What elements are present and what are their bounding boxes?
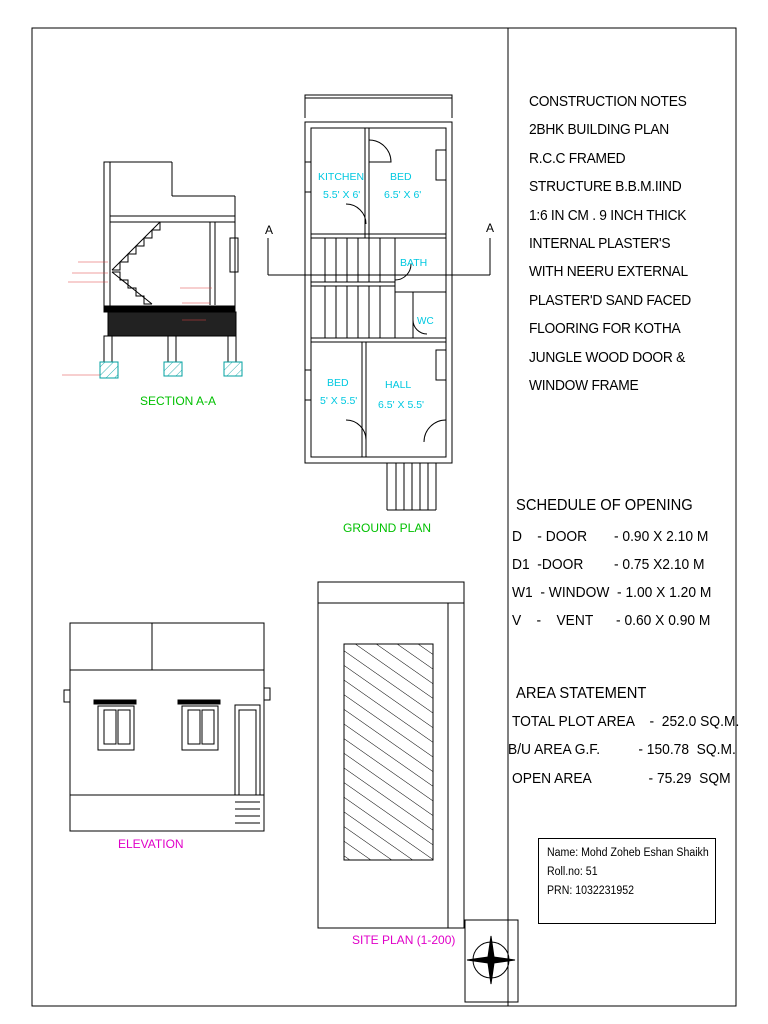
note-line: R.C.C FRAMED	[529, 150, 626, 167]
note-line: WITH NEERU EXTERNAL	[529, 263, 688, 280]
section-marker-left: A	[265, 223, 274, 237]
kitchen-size: 5.5' X 6'	[323, 189, 361, 201]
wc-label: WC	[417, 316, 434, 327]
note-line: FLOORING FOR KOTHA	[529, 320, 681, 337]
elevation-title: ELEVATION	[118, 837, 184, 851]
area-title: AREA STATEMENT	[516, 685, 647, 702]
kitchen-label: KITCHEN	[318, 171, 365, 183]
schedule-title: SCHEDULE OF OPENING	[516, 497, 693, 514]
bed-top-label: BED	[390, 171, 412, 183]
area-row: OPEN AREA - 75.29 SQM	[512, 770, 731, 787]
site-plan-title: SITE PLAN (1-200)	[352, 933, 456, 947]
note-line: PLASTER'D SAND FACED	[529, 292, 691, 309]
bath-label: BATH	[400, 257, 428, 269]
schedule-row: D - DOOR - 0.90 X 2.10 M	[512, 528, 709, 545]
note-line: CONSTRUCTION NOTES	[529, 93, 687, 110]
note-line: 1:6 IN CM . 9 INCH THICK	[529, 207, 687, 224]
note-line: 2BHK BUILDING PLAN	[529, 121, 669, 138]
elevation-drawing	[64, 623, 270, 831]
ground-plan-title: GROUND PLAN	[343, 521, 432, 535]
schedule-row: D1 -DOOR - 0.75 X2.10 M	[512, 556, 705, 573]
author-info-box	[538, 838, 716, 924]
hall-size: 6.5' X 5.5'	[378, 399, 425, 411]
author-roll: Roll.no: 51	[547, 866, 598, 878]
author-name: Name: Mohd Zoheb Eshan Shaikh	[547, 847, 709, 859]
area-row: B/U AREA G.F. - 150.78 SQ.M.	[508, 741, 736, 758]
ground-plan-drawing	[268, 95, 490, 510]
schedule-row: V - VENT - 0.60 X 0.90 M	[512, 612, 711, 629]
note-line: JUNGLE WOOD DOOR &	[529, 349, 686, 366]
note-line: STRUCTURE B.B.M.IIND	[529, 178, 682, 195]
area-row: TOTAL PLOT AREA - 252.0 SQ.M.	[512, 713, 740, 730]
author-prn: PRN: 1032231952	[547, 885, 635, 897]
section-marker-right: A	[486, 221, 495, 235]
schedule-row: W1 - WINDOW - 1.00 X 1.20 M	[512, 584, 712, 601]
section-title: SECTION A-A	[140, 394, 217, 408]
bed-bottom-size: 5' X 5.5'	[320, 395, 358, 407]
note-line: WINDOW FRAME	[529, 377, 639, 394]
bed-top-size: 6.5' X 6'	[384, 189, 422, 201]
hall-label: HALL	[385, 379, 412, 391]
note-line: INTERNAL PLASTER'S	[529, 235, 671, 252]
bed-bottom-label: BED	[327, 377, 349, 389]
section-drawing	[62, 162, 242, 378]
